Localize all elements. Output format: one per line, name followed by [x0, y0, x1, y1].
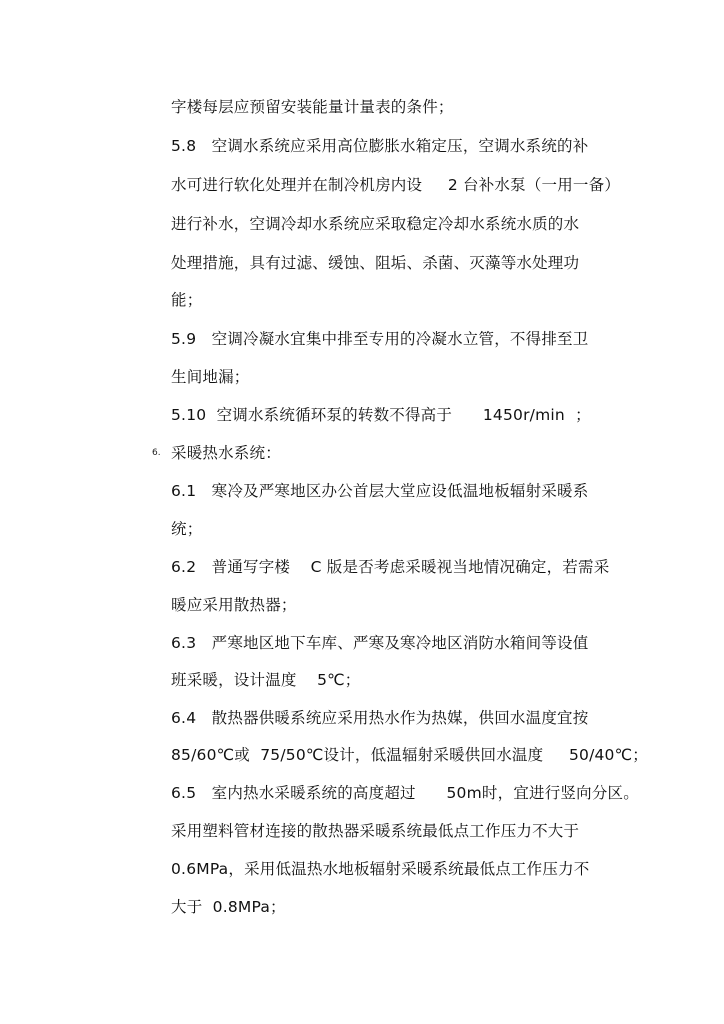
text-line: 班采暖，设计温度 5℃；: [171, 671, 361, 689]
text-line: 6.5 室内热水采暖系统的高度超过 50m时，宜进行竖向分区。: [171, 784, 639, 802]
text-line: 字楼每层应预留安装能量计量表的条件；: [171, 98, 454, 116]
text-line: 5.9 空调冷凝水宜集中排至专用的冷凝水立管，不得排至卫: [171, 330, 589, 348]
text-line: 5.8 空调水系统应采用高位膨胀水箱定压，空调水系统的补: [171, 137, 589, 155]
text-line: 采用塑料管材连接的散热器采暖系统最低点工作压力不大于: [171, 822, 580, 840]
text-line: 6.4 散热器供暖系统应采用热水作为热媒，供回水温度宜按: [171, 709, 589, 727]
text-line: 水可进行软化处理并在制冷机房内设 2 台补水泵（一用一备）: [171, 176, 621, 194]
text-line: 85/60℃或 75/50℃设计，低温辐射采暖供回水温度 50/40℃；: [171, 746, 648, 764]
text-line: 0.6MPa，采用低温热水地板辐射采暖系统最低点工作压力不: [171, 860, 590, 878]
text-line: 暖应采用散热器；: [171, 596, 297, 614]
text-line: 统；: [171, 520, 203, 538]
text-line: 6.3 严寒地区地下车库、严寒及寒冷地区消防水箱间等设值: [171, 634, 589, 652]
text-line: 大于 0.8MPa；: [171, 898, 286, 916]
text-line: 能；: [171, 291, 203, 309]
text-line: 6.1 寒冷及严寒地区办公首层大堂应设低温地板辐射采暖系: [171, 482, 589, 500]
text-line: 6.2 普通写字楼 C 版是否考虑采暖视当地情况确定，若需采: [171, 558, 610, 576]
section-number-marker: 6.: [152, 448, 161, 458]
text-line: 生间地漏；: [171, 368, 250, 386]
text-line: 处理措施，具有过滤、缓蚀、阻垢、杀菌、灭藻等水处理功: [171, 254, 580, 272]
section-heading: 采暖热水系统：: [171, 444, 281, 462]
text-line: 进行补水，空调冷却水系统应采取稳定冷却水系统水质的水: [171, 215, 580, 233]
text-line: 5.10 空调水系统循环泵的转数不得高于 1450r/min ；: [171, 406, 591, 424]
